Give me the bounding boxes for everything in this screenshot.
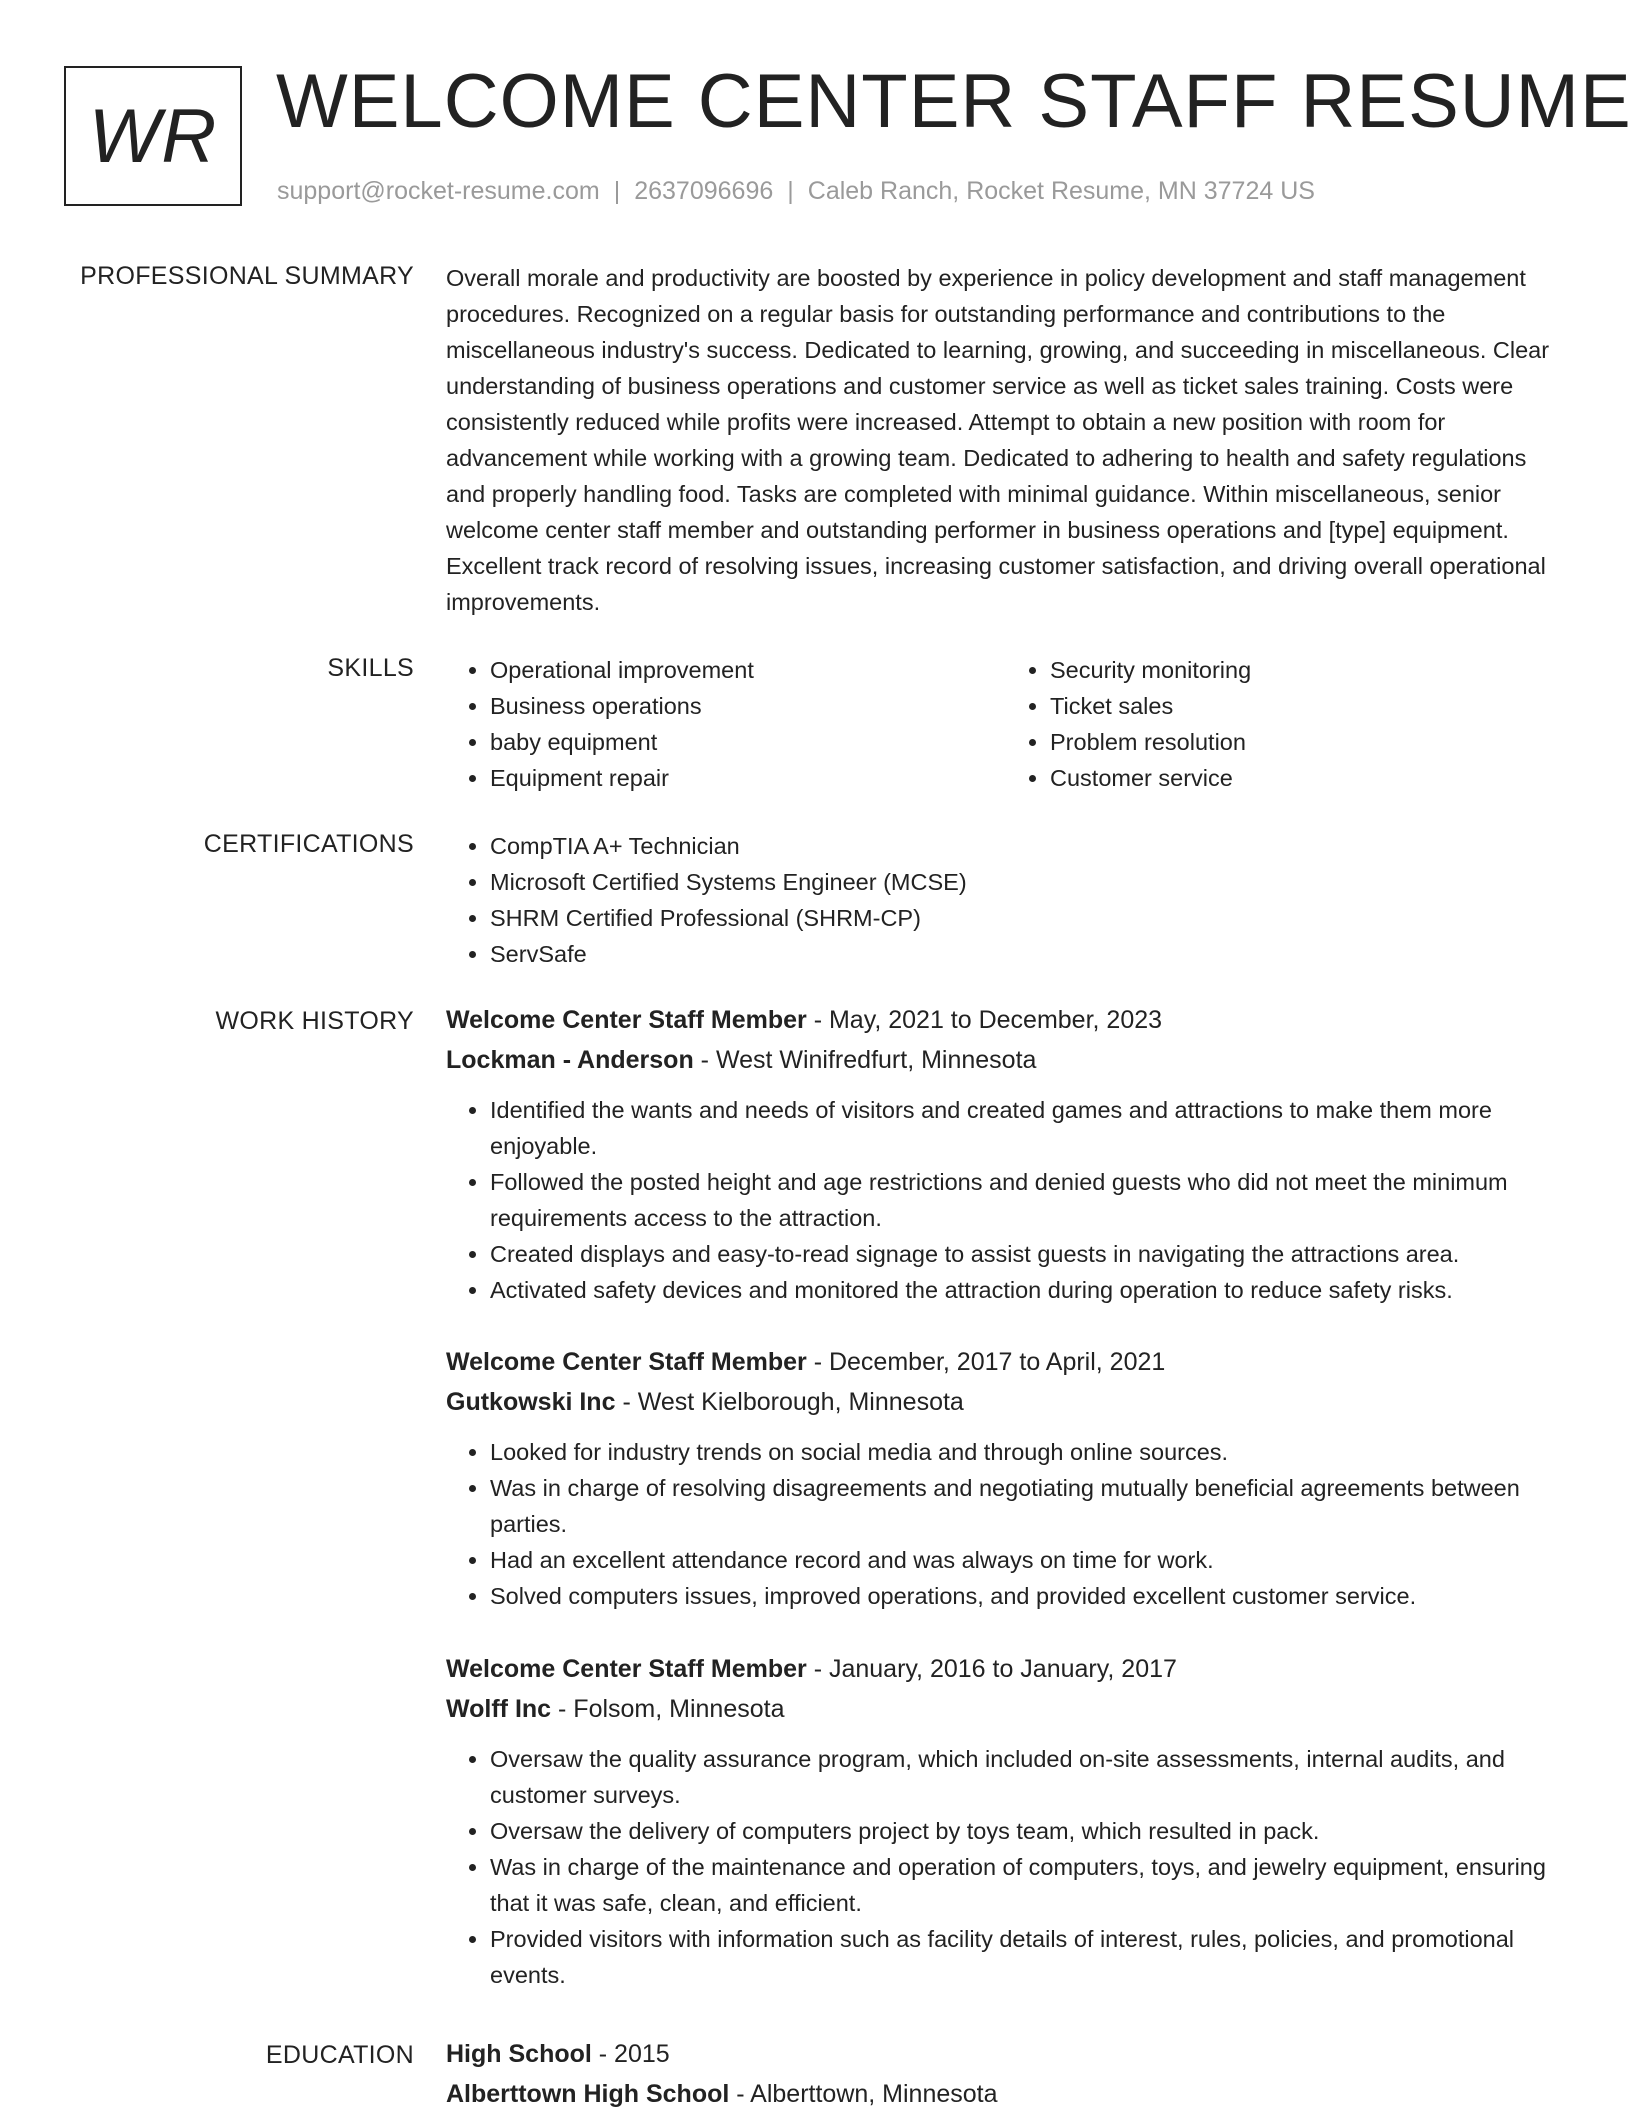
job-entry [446, 1342, 1566, 1614]
job-dates: - January, 2016 to January, 2017 [813, 1655, 1177, 1683]
contact-email[interactable]: support@rocket-resume.com [277, 177, 600, 205]
skills-columns [446, 652, 1566, 796]
job-location: - West Winifredfurt, Minnesota [700, 1046, 1037, 1074]
job-location: - Folsom, Minnesota [558, 1695, 785, 1723]
skill-item: • Business operations [490, 688, 1006, 724]
skill-item: • Equipment repair [490, 760, 1006, 796]
job-title-line [446, 1342, 1566, 1382]
skill-item: • Problem resolution [1050, 724, 1566, 760]
job-bullet: • Identified the wants and needs of visitors and created games and attractions to make them more enjoyable. [490, 1092, 1566, 1164]
job-company-line [446, 1689, 1566, 1729]
contact-address: Caleb Ranch, Rocket Resume, MN 37724 US [807, 177, 1315, 205]
job-dates: - December, 2017 to April, 2021 [813, 1348, 1166, 1376]
job-bullets [446, 1092, 1566, 1308]
certification-item: • SHRM Certified Professional (SHRM-CP) [490, 900, 1566, 936]
job-dates: - May, 2021 to December, 2023 [813, 1006, 1163, 1034]
job-location: - West Kielborough, Minnesota [622, 1388, 964, 1416]
skill-item: • Operational improvement [490, 652, 1006, 688]
certification-item: • Microsoft Certified Systems Engineer (MCSE) [490, 864, 1566, 900]
education-degree: High School [446, 2040, 592, 2068]
education-degree-line [446, 2034, 1566, 2074]
skills-body [446, 652, 1566, 796]
job-company: Lockman - Anderson [446, 1046, 694, 1074]
section-label-certifications: CERTIFICATIONS [203, 830, 414, 858]
section-label-education: EDUCATION [265, 2041, 414, 2069]
job-title: Welcome Center Staff Member [446, 1655, 807, 1683]
job-bullet: • Provided visitors with information such as facility details of interest, rules, policies, and promotional events. [490, 1921, 1566, 1993]
skill-item: • Customer service [1050, 760, 1566, 796]
job-bullet: • Was in charge of the maintenance and operation of computers, toys, and jewelry equipment, ensuring that it was safe, clean, and efficient. [490, 1849, 1566, 1921]
education-year: - 2015 [598, 2040, 670, 2068]
monogram-logo [64, 66, 242, 206]
job-bullet: • Followed the posted height and age restrictions and denied guests who did not meet the minimum requirements access to the attraction. [490, 1164, 1566, 1236]
section-label-work-history: WORK HISTORY [215, 1007, 414, 1035]
job-bullet: • Had an excellent attendance record and was always on time for work. [490, 1542, 1566, 1578]
job-entry [446, 1649, 1566, 1993]
resume-title: WELCOME CENTER STAFF RESUME [276, 59, 1632, 144]
job-company-line [446, 1382, 1566, 1422]
job-bullet: • Looked for industry trends on social media and through online sources. [490, 1434, 1566, 1470]
job-bullet: • Activated safety devices and monitored the attraction during operation to reduce safety risks. [490, 1272, 1566, 1308]
education-location: - Alberttown, Minnesota [736, 2080, 998, 2108]
contact-phone[interactable]: 2637096696 [634, 177, 774, 205]
job-title: Welcome Center Staff Member [446, 1348, 807, 1376]
job-company: Wolff Inc [446, 1695, 552, 1723]
certifications-body [446, 828, 1566, 972]
job-bullet: • Solved computers issues, improved operations, and provided excellent customer service. [490, 1578, 1566, 1614]
summary-body [446, 260, 1566, 620]
job-bullet: • Oversaw the quality assurance program, which included on-site assessments, internal audits, and customer surveys. [490, 1741, 1566, 1813]
job-bullets [446, 1741, 1566, 1993]
contact-separator: | [613, 177, 621, 205]
summary-text: Overall morale and productivity are boosted by experience in policy development and staff management procedures. Recognized on a regular basis for outstanding performance and contributions to the miscellaneous industry's success. Dedicated to learning, growing, and succeeding in miscellaneous. Clear understanding of business operations and customer service as well as ticket sales training. Costs were consistently reduced while profits were increased. Attempt to obtain a new position with room for advancement while working with a growing team. Dedicated to adhering to health and safety regulations and properly handling food. Tasks are completed with minimal guidance. Within miscellaneous, senior welcome center staff member and outstanding performer in business operations and [type] equipment. Excellent track record of resolving issues, increasing customer satisfaction, and driving overall operational improvements. [446, 265, 1550, 615]
job-company: Gutkowski Inc [446, 1388, 616, 1416]
certifications-list [446, 828, 1566, 972]
certification-item: • CompTIA A+ Technician [490, 828, 1566, 864]
job-bullet: • Was in charge of resolving disagreements and negotiating mutually beneficial agreements between parties. [490, 1470, 1566, 1542]
skill-item: • Security monitoring [1050, 652, 1566, 688]
job-company-line [446, 1040, 1566, 1080]
contact-line [277, 174, 1315, 208]
monogram-text: WR [88, 93, 218, 179]
job-title: Welcome Center Staff Member [446, 1006, 807, 1034]
skills-list-left [446, 652, 1006, 796]
contact-separator: | [787, 177, 794, 205]
education-school-line [446, 2074, 1566, 2114]
education-entry [446, 2034, 1566, 2114]
job-bullet: • Oversaw the delivery of computers project by toys team, which resulted in pack. [490, 1813, 1566, 1849]
skill-item: • baby equipment [490, 724, 1006, 760]
education-school: Alberttown High School [446, 2080, 730, 2108]
skills-list-right [1006, 652, 1566, 796]
section-label-skills: SKILLS [327, 654, 414, 682]
job-entry [446, 1000, 1566, 1308]
section-label-summary: PROFESSIONAL SUMMARY [80, 262, 414, 290]
skill-item: • Ticket sales [1050, 688, 1566, 724]
job-title-line [446, 1000, 1566, 1040]
job-title-line [446, 1649, 1566, 1689]
job-bullets [446, 1434, 1566, 1614]
certification-item: • ServSafe [490, 936, 1566, 972]
job-bullet: • Created displays and easy-to-read signage to assist guests in navigating the attractions area. [490, 1236, 1566, 1272]
